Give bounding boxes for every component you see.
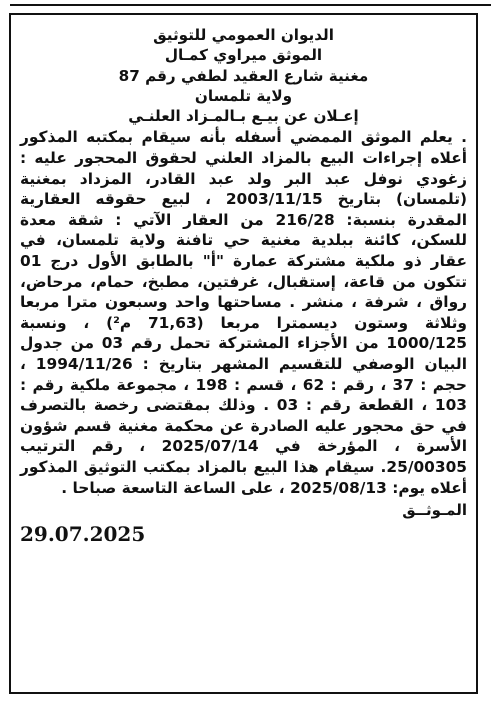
office-address: مغنية شارع العقيد لطفي رقم 87 (118, 66, 369, 85)
notary-name: الموثق ميراوي كمـال (164, 46, 323, 65)
legal-notice (9, 13, 478, 694)
notice-paragraph: . يعلم الموثق الممضي أسفله بأنه سيقام بمكتبه المذكور أعلاه إجراءات البيع بالمزاد العلني لحقوق المحجور عليه : زغودي نوفل عبد البر ولد عبد القادر، المزداد بمغنية (تلمسان) بتاريخ 2003/11/15 ، لبيع حقوقه العقارية المقدرة بنسبة: 216/28 من العقار الآتي : شقة معدة للسكن، كائنة ببلدية مغنية حي تافنة ولاية تلمسان، في عقار ذو ملكية مشتركة عمارة "أ" بالطابق الأول درج 01 تتكون من قاعة، إستقبال، غرفتين، مطبخ، حمام، مرحاض، رواق ، شرفة ، منشر . مساحتها واحد وسبعون مترا مربعا وثلاثة وستون ديسمترا مربعا (71,63 م²) ، ونسبة 1000/125 من الأجزاء المشتركة تحمل رقم 03 من جدول البيان الوصفي للتقسيم المشهر بتاريخ : 1994/11/26 ، حجم : 37 ، رقم : 62 ، قسم : 198 ، مجموعة ملكية رقم : 103 ، القطعة رقم : 03 . وذلك بمقتضى رخصة بالتصرف في حق محجور عليه الصادرة عن محكمة مغنية قسم شؤون الأسرة ، المؤرخة في 2025/07/14 ، رقم الترتيب 25/00305. سيقام هذا البيع بالمزاد بمكتب التوثيق المذكور أعلاه يوم: 2025/08/13 ، على الساعة التاسعة صباحا . (20, 128, 468, 497)
notice-body (20, 127, 467, 498)
province: ولاية تلمسان (194, 86, 293, 105)
notice-header (20, 25, 467, 126)
notice-date: 29.07.2025 (20, 522, 146, 547)
office-title: الديوان العمومي للتوثيق (153, 26, 334, 44)
top-rule (10, 4, 491, 6)
notice-subject: إعـلان عن بيـع بـالمـزاد العلنـي (128, 107, 359, 126)
signature-label: المـوثــق (402, 501, 467, 520)
